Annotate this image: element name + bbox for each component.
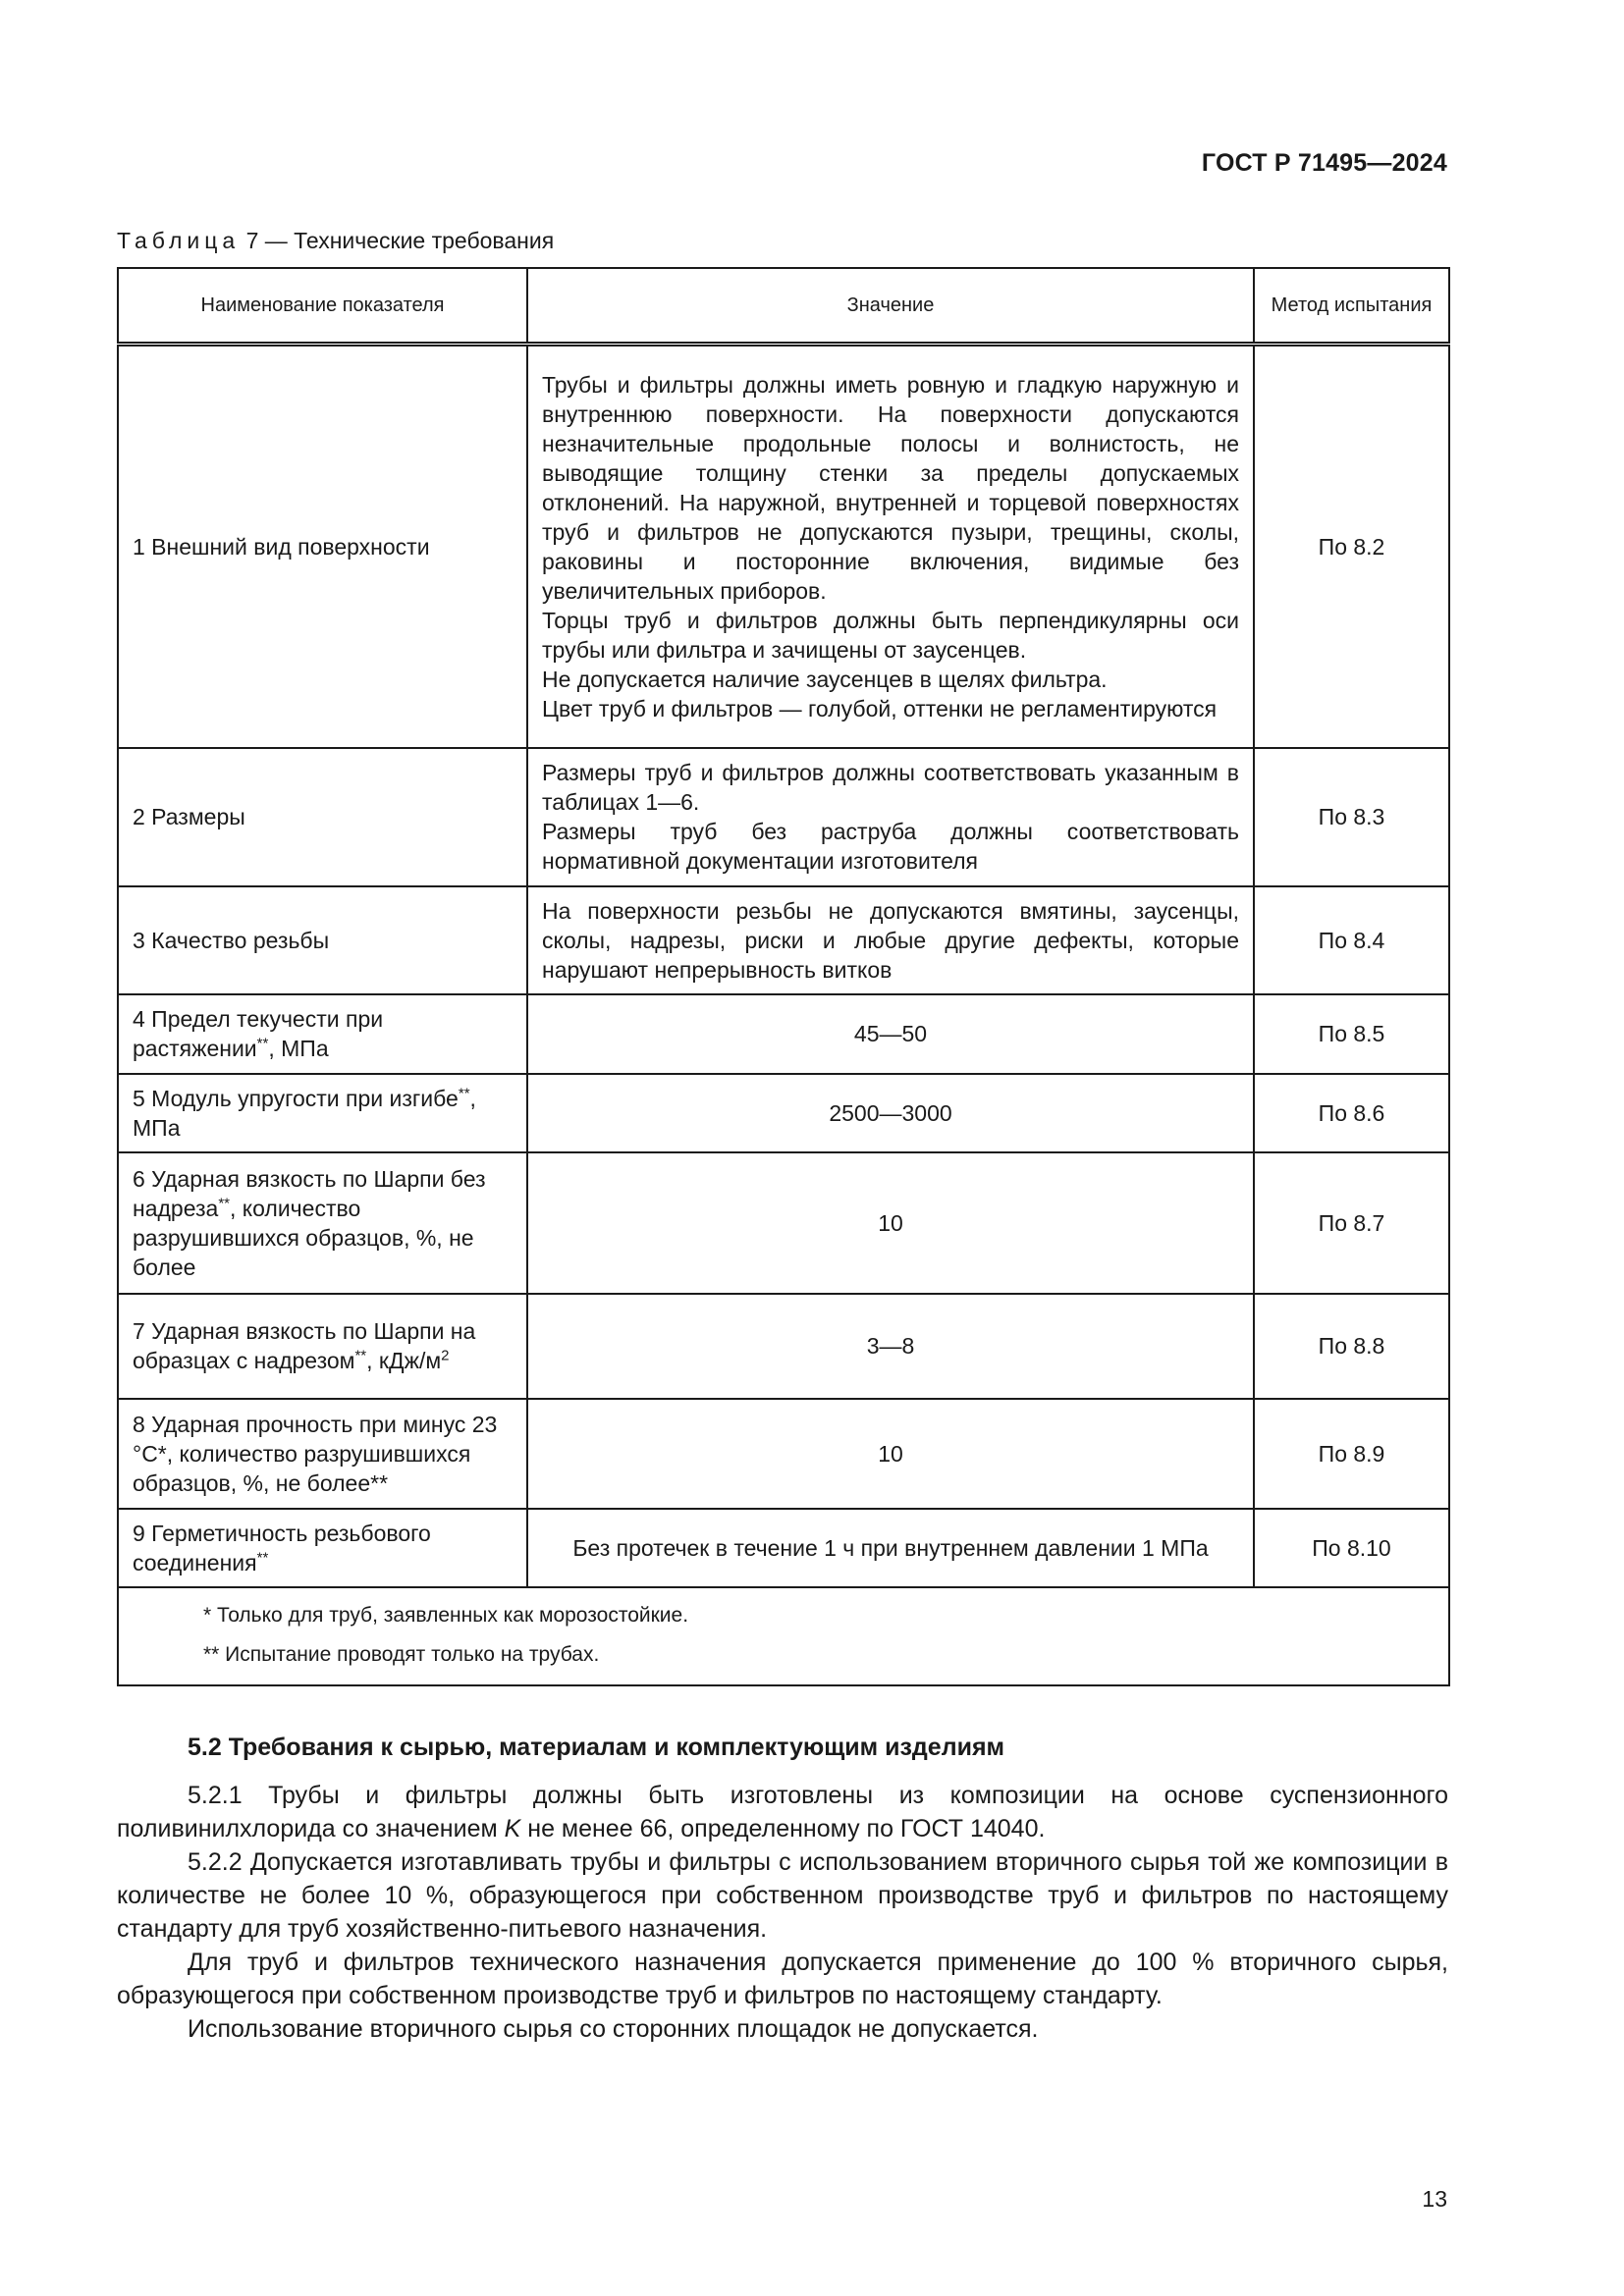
row-value: 45—50	[527, 994, 1254, 1074]
row-method: По 8.5	[1254, 994, 1449, 1074]
row-name-unit: , МПа	[133, 1085, 476, 1141]
paragraph-text: 5.2.1 Трубы и фильтры должны быть изготовлены из композиции на основе суспензионного поливинилхлорида со значением	[117, 1782, 1448, 1842]
column-header-method: Метод испытания	[1254, 268, 1449, 345]
table-row	[118, 748, 1449, 886]
table-note: * Только для труб, заявленных как морозостойкие.	[203, 1603, 689, 1627]
row-method: По 8.7	[1254, 1152, 1449, 1294]
paragraph: Для труб и фильтров технического назначения допускается применение до 100 % вторичного сырья, образующегося при собственном производстве труб и фильтров по настоящему стандарту.	[117, 1949, 1448, 2009]
column-header-name: Наименование показателя	[118, 268, 527, 345]
paragraph	[117, 1779, 1448, 1845]
row-name: 3 Качество резьбы	[118, 886, 527, 994]
row-name-unit: , МПа	[268, 1036, 329, 1061]
row-value: 3—8	[527, 1294, 1254, 1399]
footnote-mark: **	[458, 1084, 470, 1101]
paragraph-text: не менее 66, определенному по ГОСТ 14040.	[520, 1815, 1046, 1842]
value-line: Трубы и фильтры должны иметь ровную и гладкую наружную и внутреннюю поверхности. На поверхности допускаются незначительные продольные полосы и волнистость, не выводящие толщину стенки за пределы допускаемых отклонений. На наружной, внутренней и торцевой поверхностях труб и фильтров не допускаются пузыри, трещины, сколы, раковины и посторонние включения, видимые без увеличительных приборов.	[542, 371, 1239, 604]
paragraph: Использование вторичного сырья со сторонних площадок не допускается.	[188, 2015, 1039, 2043]
row-name-text: 4 Предел текучести при растяжении	[133, 1006, 384, 1061]
row-name	[118, 1074, 527, 1152]
table-row	[118, 886, 1449, 994]
row-value: Без протечек в течение 1 ч при внутреннем давлении 1 МПа	[527, 1509, 1254, 1587]
table-caption-title: 7 — Технические требования	[240, 228, 555, 253]
row-method: По 8.4	[1254, 886, 1449, 994]
table-caption-label: Таблица	[117, 228, 241, 253]
document-code: ГОСТ Р 71495—2024	[1201, 149, 1447, 177]
k-symbol: K	[504, 1815, 521, 1842]
row-method: По 8.9	[1254, 1399, 1449, 1509]
footnote-mark: **	[218, 1194, 231, 1211]
table-row	[118, 345, 1449, 748]
value-line: Торцы труб и фильтров должны быть перпендикулярны оси трубы или фильтра и зачищены от заусенцев.	[542, 607, 1239, 663]
section-body	[117, 1779, 1448, 2046]
value-line: На поверхности резьбы не допускаются вмятины, заусенцы, сколы, надрезы, риски и любые другие дефекты, которые нарушают непрерывность витков	[542, 897, 1239, 983]
row-name: 8 Ударная прочность при минус 23 °С*, количество разрушившихся образцов, %, не более**	[118, 1399, 527, 1509]
section-title: 5.2 Требования к сырью, материалам и комплектующим изделиям	[188, 1734, 1005, 1761]
row-name: 1 Внешний вид поверхности	[118, 345, 527, 748]
table-row	[118, 1074, 1449, 1152]
paragraph: 5.2.2 Допускается изготавливать трубы и фильтры с использованием вторичного сырья той же композиции в количестве не более 10 %, образующегося при собственном производстве труб и фильтров по настоящему стандарту для труб хозяйственно-питьевого назначения.	[117, 1848, 1448, 1943]
unit-exponent: 2	[441, 1347, 450, 1364]
table-header-row	[118, 268, 1449, 345]
row-value: 10	[527, 1399, 1254, 1509]
row-name: 2 Размеры	[118, 748, 527, 886]
row-value	[527, 886, 1254, 994]
value-line: Не допускается наличие заусенцев в щелях фильтра.	[542, 666, 1108, 692]
row-method: По 8.10	[1254, 1509, 1449, 1587]
row-name-text: 6 Ударная вязкость по Шарпи без надреза	[133, 1165, 486, 1221]
table-notes	[118, 1587, 1449, 1685]
table-note: ** Испытание проводят только на трубах.	[203, 1642, 600, 1666]
table-caption	[117, 228, 554, 254]
row-name-unit: , кДж/м	[366, 1348, 442, 1373]
table-row	[118, 1399, 1449, 1509]
page-number: 13	[1422, 2186, 1447, 2212]
footnote-mark: **	[354, 1347, 367, 1364]
row-name-text: 7 Ударная вязкость по Шарпи на образцах с надрезом	[133, 1318, 476, 1373]
row-method: По 8.6	[1254, 1074, 1449, 1152]
row-name	[118, 1294, 527, 1399]
footnote-mark: **	[256, 1548, 269, 1566]
row-name-text: 9 Герметичность резьбового соединения	[133, 1520, 431, 1575]
value-line: Цвет труб и фильтров — голубой, оттенки не регламентируются	[542, 695, 1218, 721]
requirements-table	[117, 267, 1450, 1686]
table-row	[118, 994, 1449, 1074]
table-notes-row	[118, 1587, 1449, 1685]
footnote-mark: **	[256, 1035, 269, 1052]
row-value: 10	[527, 1152, 1254, 1294]
table-row	[118, 1509, 1449, 1587]
row-value	[527, 748, 1254, 886]
row-name	[118, 994, 527, 1074]
row-name	[118, 1152, 527, 1294]
row-method: По 8.2	[1254, 345, 1449, 748]
column-header-value: Значение	[527, 268, 1254, 345]
value-line: Размеры труб и фильтров должны соответствовать указанным в таблицах 1—6.	[542, 760, 1239, 815]
value-line: Размеры труб без раструба должны соответствовать нормативной документации изготовителя	[542, 819, 1239, 874]
table-row	[118, 1294, 1449, 1399]
row-name	[118, 1509, 527, 1587]
row-name-text: 5 Модуль упругости при изгибе	[133, 1085, 459, 1111]
row-method: По 8.3	[1254, 748, 1449, 886]
row-value: 2500—3000	[527, 1074, 1254, 1152]
row-value	[527, 345, 1254, 748]
row-method: По 8.8	[1254, 1294, 1449, 1399]
table-row	[118, 1152, 1449, 1294]
row-name-unit: , количество разрушившихся образцов, %, не более	[133, 1195, 474, 1280]
